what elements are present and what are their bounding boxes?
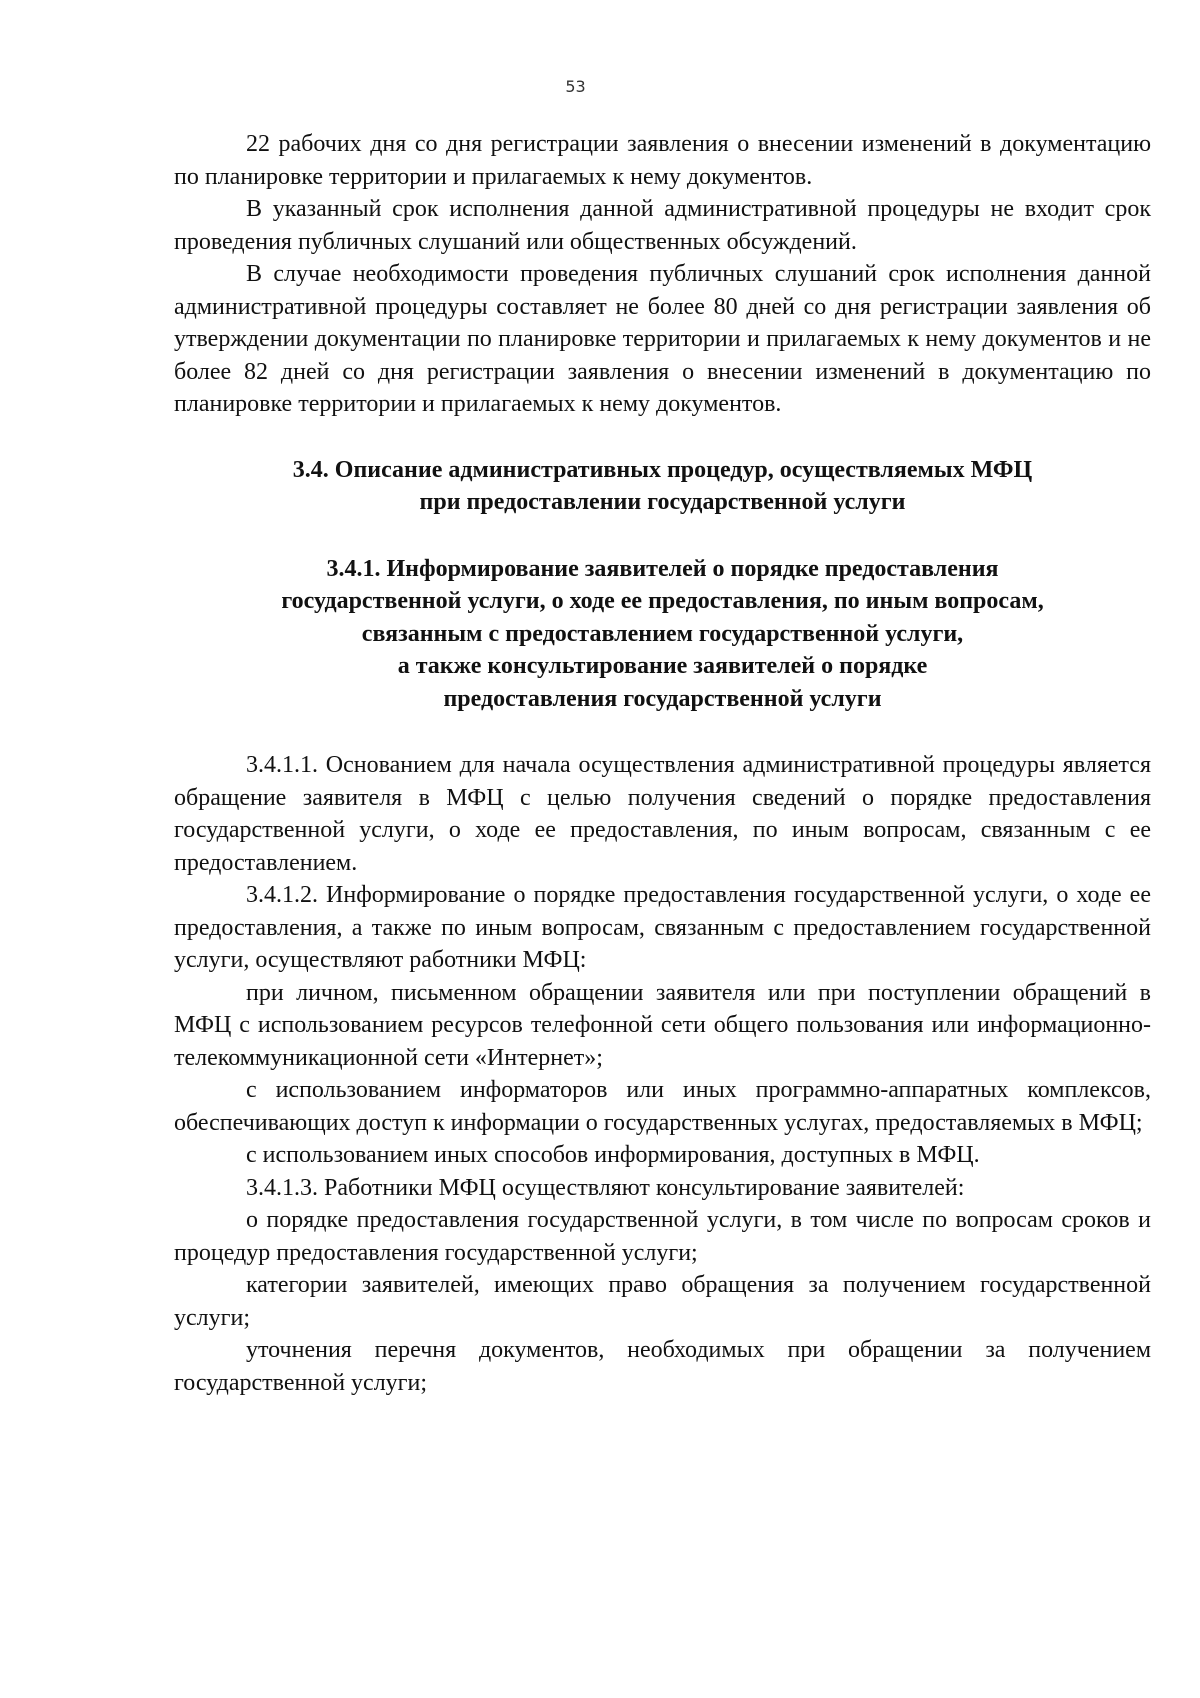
subsection-heading-line: а также консультирование заявителей о порядке: [397, 653, 928, 679]
subsection-heading-line: 3.4.1. Информирование заявителей о порядке предоставления: [326, 555, 999, 582]
paragraph: В случае необходимости проведения публичных слушаний срок исполнения данной административной процедуры составляет не более 80 дней со дня регистрации заявления об утверждении документации по планировке территории и прилагаемых к нему документов и не более 82 дней со дня регистрации заявления о внесении изменений в документацию по планировке территории и прилагаемых к нему документов.: [174, 261, 1151, 417]
paragraph: 3.4.1.2. Информирование о порядке предоставления государственной услуги, о ходе ее предоставления, а также по иным вопросам, связанным с предоставлением государственной услуги, осуществляют работники МФЦ:: [174, 882, 1151, 973]
paragraph: о порядке предоставления государственной услуги, в том числе по вопросам сроков и процедур предоставления государственной услуги;: [174, 1207, 1151, 1266]
section-heading-line: 3.4. Описание административных процедур, осуществляемых МФЦ: [292, 456, 1033, 483]
paragraph: 22 рабочих дня со дня регистрации заявления о внесении изменений в документацию по планировке территории и прилагаемых к нему документов.: [174, 131, 1151, 190]
procedure-text: [174, 749, 1151, 1399]
paragraph: с использованием иных способов информирования, доступных в МФЦ.: [246, 1142, 980, 1168]
paragraph: 3.4.1.3. Работники МФЦ осуществляют консультирование заявителей:: [246, 1174, 965, 1201]
subsection-heading: [174, 553, 1151, 716]
paragraph: В указанный срок исполнения данной административной процедуры не входит срок проведения публичных слушаний или общественных обсуждений.: [174, 196, 1151, 255]
section-heading-line: при предоставлении государственной услуги: [419, 489, 906, 515]
paragraph: при личном, письменном обращении заявителя или при поступлении обращений в МФЦ с использованием ресурсов телефонной сети общего пользования или информационно-телекоммуникационной сети «Интернет»;: [174, 979, 1151, 1071]
subsection-heading-line: связанным с предоставлением государственной услуги,: [361, 620, 964, 647]
paragraph: уточнения перечня документов, необходимых при обращении за получением государственной услуги;: [174, 1337, 1151, 1396]
section-heading: [174, 454, 1151, 519]
page-number: 53: [565, 77, 586, 96]
paragraph: с использованием информаторов или иных программно-аппаратных комплексов, обеспечивающих доступ к информации о государственных услугах, предоставляемых в МФЦ;: [174, 1077, 1151, 1136]
document-body: [174, 128, 1151, 1399]
subsection-heading-line: государственной услуги, о ходе ее предоставления, по иным вопросам,: [281, 588, 1044, 614]
paragraph: категории заявителей, имеющих право обращения за получением государственной услуги;: [174, 1272, 1151, 1331]
subsection-heading-line: предоставления государственной услуги: [443, 685, 882, 712]
paragraph: 3.4.1.1. Основанием для начала осуществления административной процедуры является обращение заявителя в МФЦ с целью получения сведений о порядке предоставления государственной услуги, о ходе ее предоставления, по иным вопросам, связанным с ее предоставлением.: [174, 752, 1151, 876]
